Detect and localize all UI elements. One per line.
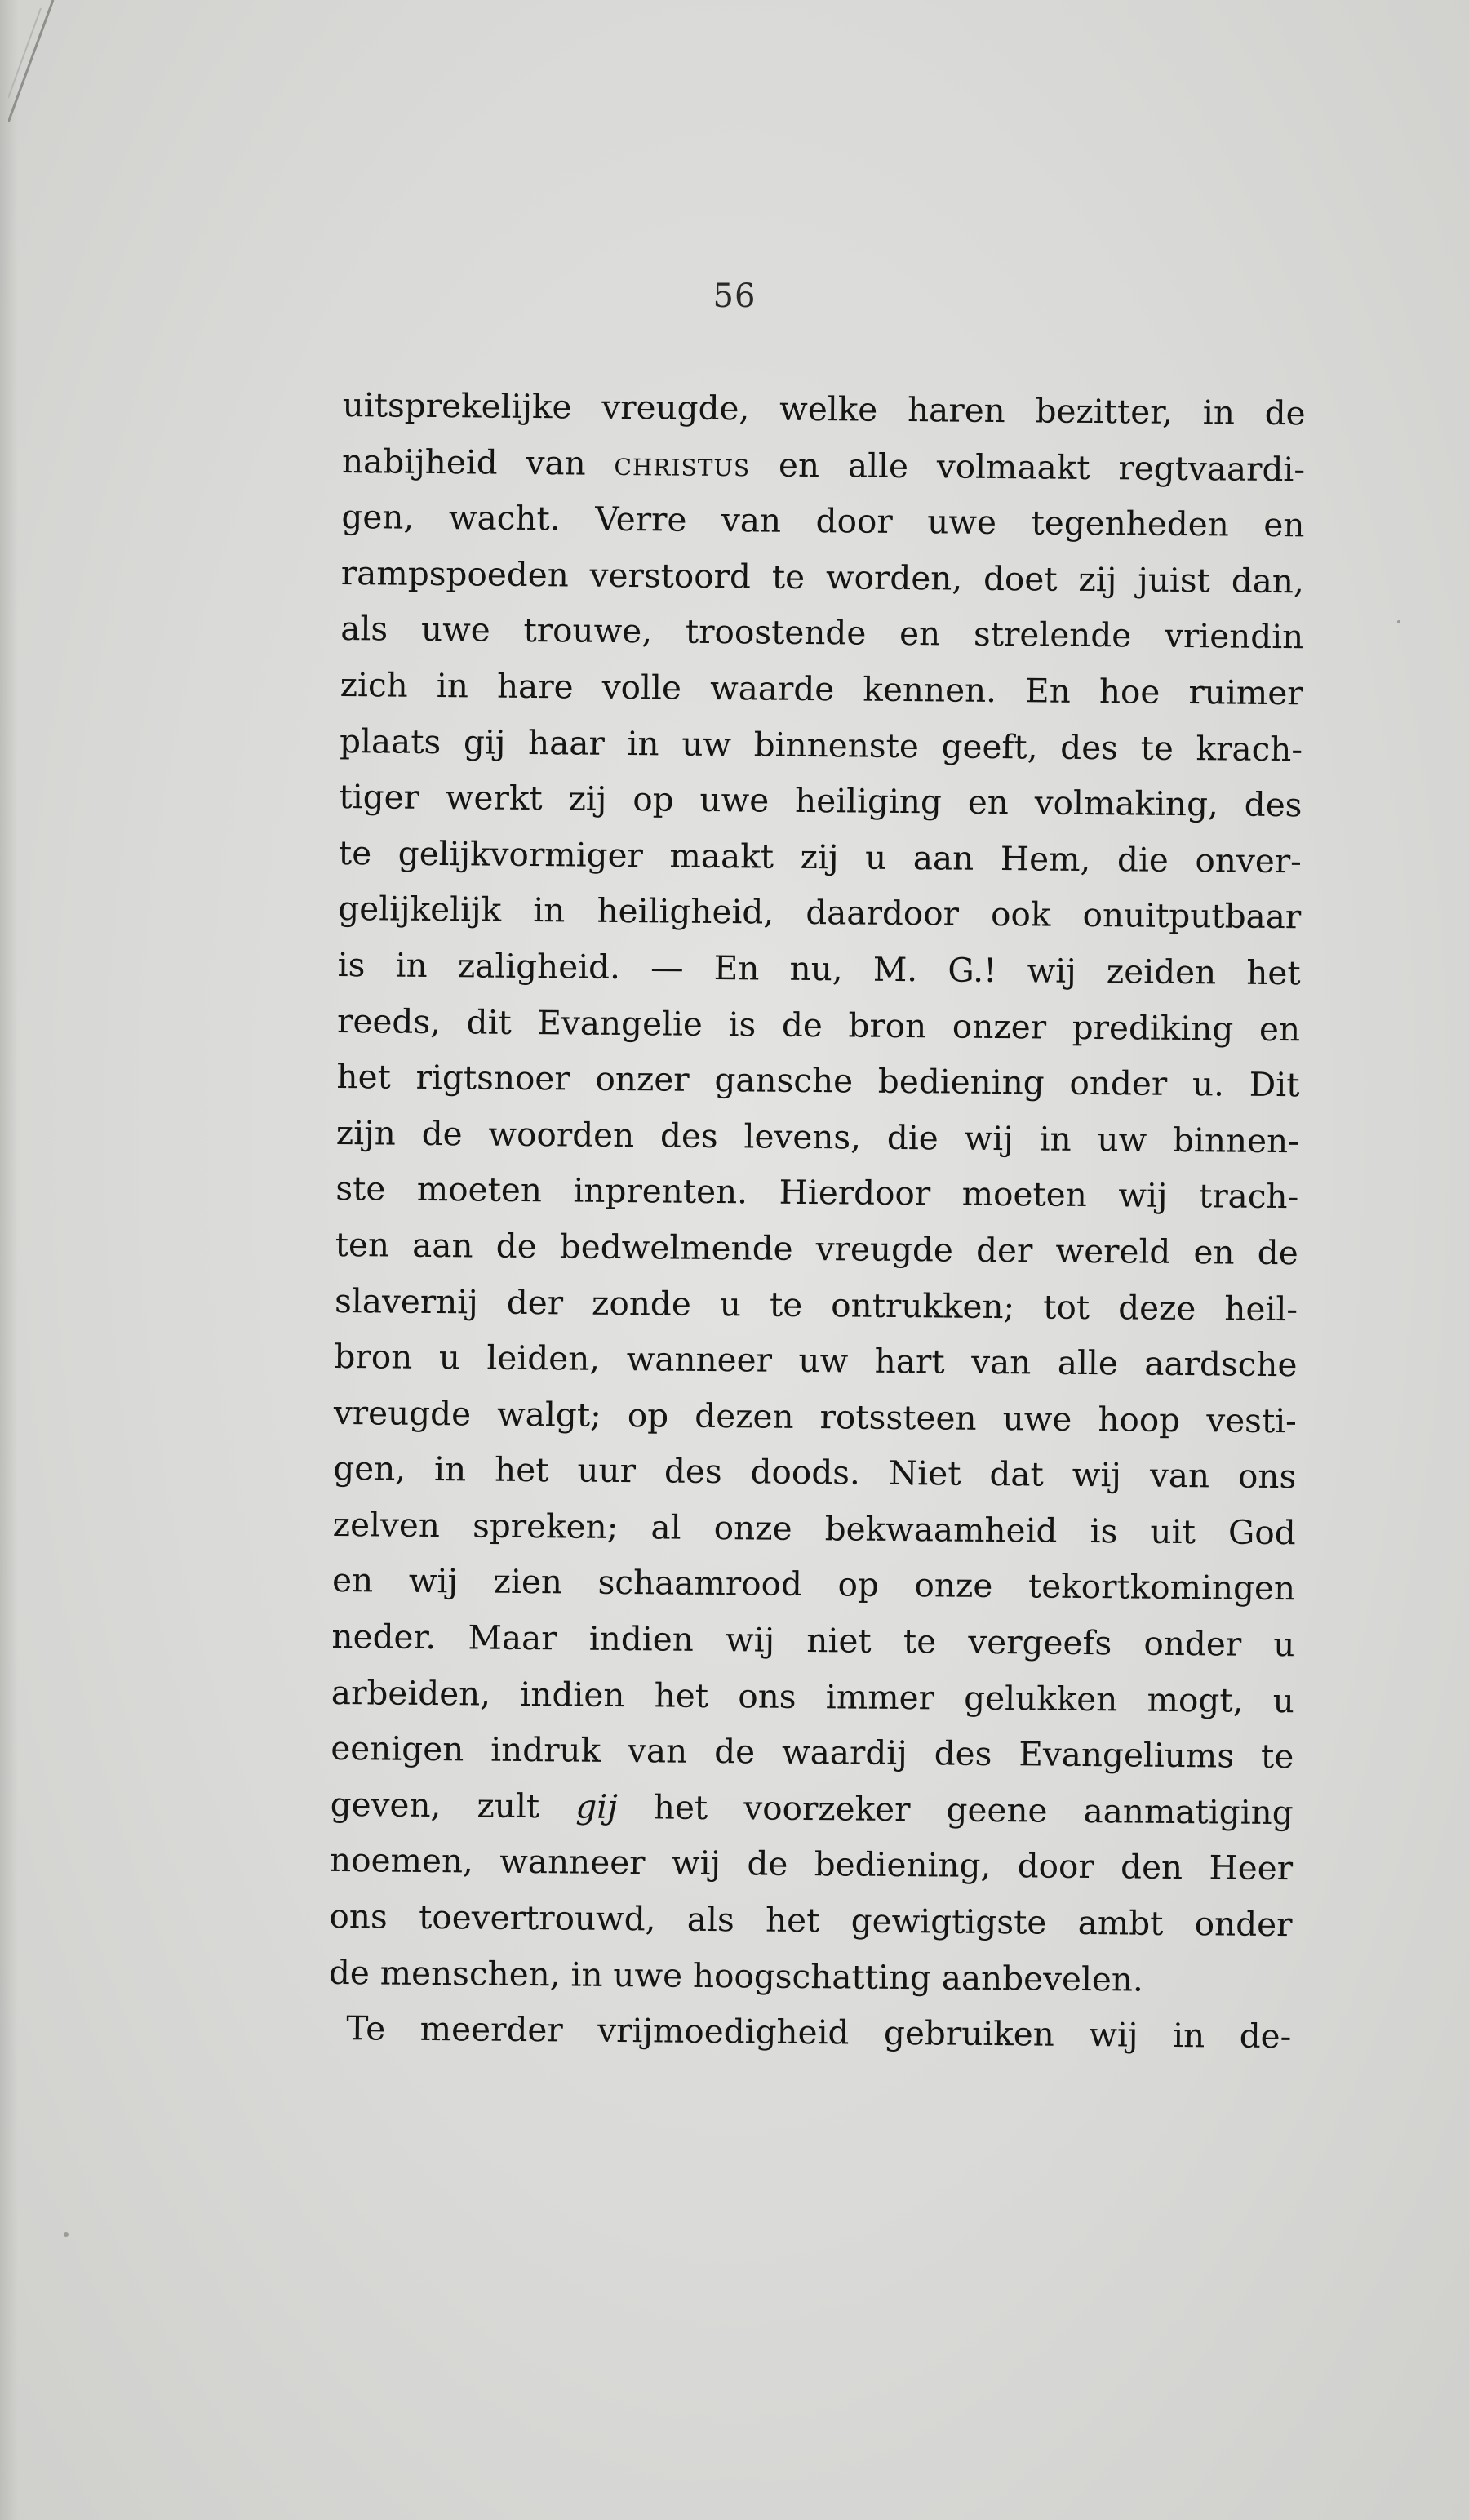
text-line: rampspoeden verstoord te worden, doet zij juist dan, bbox=[340, 552, 1305, 601]
text-segment: en alle volmaakt regtvaardi- bbox=[749, 444, 1306, 489]
text-line bbox=[342, 433, 1306, 498]
text-line: plaats gij haar in uw binnenste geeft, des te krach- bbox=[339, 721, 1303, 769]
text-line: de menschen, in uwe hoogschatting aanbevelen. bbox=[328, 1952, 1144, 1999]
text-line: ten aan de bedwelmende vreugde der wereld en de bbox=[335, 1224, 1298, 1273]
text-line: uitsprekelijke vreugde, welke haren bezitter, in de bbox=[342, 384, 1306, 433]
text-line: gen, wacht. Verre van door uwe tegenheden en bbox=[341, 497, 1305, 545]
text-line: gelijkelijk in heiligheid, daardoor ook onuitputbaar bbox=[338, 889, 1302, 937]
text-line: vreugde walgt; op dezen rotssteen uwe hoop vesti- bbox=[333, 1392, 1298, 1440]
text-line: zich in hare volle waarde kennen. En hoe ruimer bbox=[340, 664, 1303, 713]
text-line: reeds, dit Evangelie is de bron onzer prediking en bbox=[336, 1000, 1301, 1049]
page-number: 56 bbox=[712, 277, 757, 315]
italic-word: gij bbox=[575, 1786, 618, 1826]
paper-speck bbox=[64, 2232, 69, 2237]
text-segment: geven, zult bbox=[330, 1784, 576, 1826]
text-line: noemen, wanneer wij de bediening, door den Heer bbox=[329, 1840, 1294, 1888]
text-line: neder. Maar indien wij niet te vergeefs onder u bbox=[331, 1617, 1295, 1665]
text-line: zelven spreken; al onze bekwaamheid is uit God bbox=[332, 1504, 1296, 1553]
text-segment: het voorzeker geene aanmatiging bbox=[617, 1786, 1294, 1833]
text-line: arbeiden, indien het ons immer gelukken mogt, u bbox=[331, 1672, 1295, 1720]
text-line bbox=[330, 1777, 1294, 1841]
text-line: en wij zien schaamrood op onze tekortkomingen bbox=[331, 1560, 1296, 1608]
paper-speck bbox=[1397, 620, 1400, 623]
torn-corner-mark bbox=[8, 0, 82, 122]
text-segment: nabijheid van bbox=[341, 441, 615, 483]
page-edge-shadow bbox=[0, 0, 18, 2520]
text-line: bron u leiden, wanneer uw hart van alle aardsche bbox=[334, 1337, 1298, 1385]
text-line: zijn de woorden des levens, die wij in uw binnen- bbox=[335, 1112, 1300, 1160]
small-caps-name: christus bbox=[614, 443, 751, 484]
text-line: Te meerder vrijmoedigheid gebruiken wij in de- bbox=[346, 2008, 1292, 2056]
text-line: is in zaligheid. — En nu, M. G.! wij zeiden het bbox=[337, 944, 1301, 993]
text-line: het rigtsnoer onzer gansche bediening onder u. Dit bbox=[336, 1057, 1300, 1105]
text-line: eenigen indruk van de waardij des Evangeliums te bbox=[331, 1728, 1294, 1777]
text-line: ste moeten inprenten. Hierdoor moeten wij trach- bbox=[335, 1169, 1299, 1217]
text-line: tiger werkt zij op uwe heiliging en volmaking, des bbox=[339, 777, 1303, 825]
text-line: als uwe trouwe, troostende en strelende vriendin bbox=[340, 609, 1304, 657]
text-line: gen, in het uur des doods. Niet dat wij van ons bbox=[333, 1449, 1297, 1497]
text-line: ons toevertrouwd, als het gewigtigste ambt onder bbox=[329, 1896, 1293, 1945]
text-line: slavernij der zonde u te ontrukken; tot deze heil- bbox=[334, 1280, 1298, 1329]
text-line: te gelijkvormiger maakt zij u aan Hem, die onver- bbox=[338, 832, 1303, 881]
body-text bbox=[328, 377, 1306, 2065]
